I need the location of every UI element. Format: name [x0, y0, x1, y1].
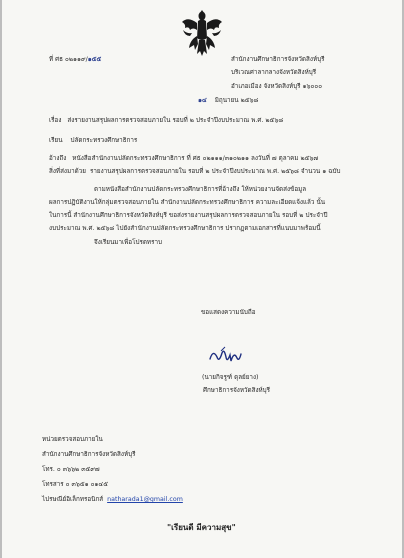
body-line-1: ตามหนังสือสำนักงานปลัดกระทรวงศึกษาธิการที่อ้างถึง ให้หน่วยงานจัดส่งข้อมูล [94, 186, 307, 193]
body-line-2: ผลการปฏิบัติงานให้กลุ่มตรวจสอบภายใน สำนักงานปลัดกระทรวงศึกษาธิการ ความละเอียดแจ้งแล้ว นั้น [49, 199, 326, 206]
email-link[interactable]: natharada1@gmail.com [107, 496, 183, 503]
closing-salutation: ขอแสดงความนับถือ [201, 309, 256, 316]
signatory-name: (นายกิจรูฑ์ ดุลย์ยาง) [202, 374, 259, 381]
contact-fax: โทรสาร ๐ ๓๖๕๑ ๐๑๔๕ [42, 481, 108, 488]
body-line-4: งบประมาณ พ.ศ. ๒๕๖๘ ไปยังสำนักงานปลัดกระทรวงศึกษาธิการ ปรากฏตามเอกสารที่แนบมาพร้อมนี้ [49, 225, 321, 232]
handwritten-signature-icon [207, 345, 243, 369]
reference-number: ที่ ศธ ๐๒๑๑๙/๑๕๕ [49, 56, 102, 63]
contact-email: ไปรษณีย์อิเล็กทรอนิกส์ natharada1@gmail.com [42, 496, 183, 503]
org-line-1: สำนักงานศึกษาธิการจังหวัดสิงห์บุรี [231, 56, 325, 63]
document-date: ๑๔ มิถุนายน ๒๕๖๘ [198, 97, 259, 104]
subject-line: เรื่อง ส่งรายงานสรุปผลการตรวจสอบภายใน รอบที่ ๒ ประจำปีงบประมาณ พ.ศ. ๒๕๖๘ [49, 117, 284, 124]
recipient-line: เรียน ปลัดกระทรวงศึกษาธิการ [49, 137, 138, 144]
enclosure-line: สิ่งที่ส่งมาด้วย รายงานสรุปผลการตรวจสอบภายใน รอบที่ ๒ ประจำปีงบประมาณ พ.ศ. ๒๕๖๘ จำนวน ๑ ฉบับ [49, 168, 341, 175]
contact-phone: โทร. ๐ ๓๖๖๒ ๓๕๙๗ [42, 466, 100, 473]
org-line-2: บริเวณศาลากลางจังหวัดสิงห์บุรี [231, 69, 317, 76]
contact-office: สำนักงานศึกษาธิการจังหวัดสิงห์บุรี [42, 451, 136, 458]
body-line-3: ในการนี้ สำนักงานศึกษาธิการจังหวัดสิงห์บุรี ขอส่งรายงานสรุปผลการตรวจสอบภายใน รอบที่ ๒ ประจำปี [49, 212, 328, 219]
handwritten-number: ๑๕๕ [87, 56, 102, 63]
garuda-emblem-icon [180, 8, 224, 58]
signatory-position: ศึกษาธิการจังหวัดสิงห์บุรี [203, 387, 271, 394]
handwritten-day: ๑๔ [198, 97, 207, 104]
contact-unit: หน่วยตรวจสอบภายใน [42, 436, 103, 443]
closing-request: จึงเรียนมาเพื่อโปรดทราบ [94, 239, 162, 246]
slogan: "เรียนดี มีความสุข" [167, 523, 236, 532]
org-line-3: อำเภอเมือง จังหวัดสิงห์บุรี ๑๖๐๐๐ [231, 83, 323, 90]
reference-line: อ้างถึง หนังสือสำนักงานปลัดกระทรวงศึกษาธิการ ที่ ศธ ๐๒๑๑๑/๓๑๐๒๑๑ ลงวันที่ ๗ ตุลาคม ๒๕๖๗ [49, 155, 319, 162]
document-page [2, 0, 402, 558]
